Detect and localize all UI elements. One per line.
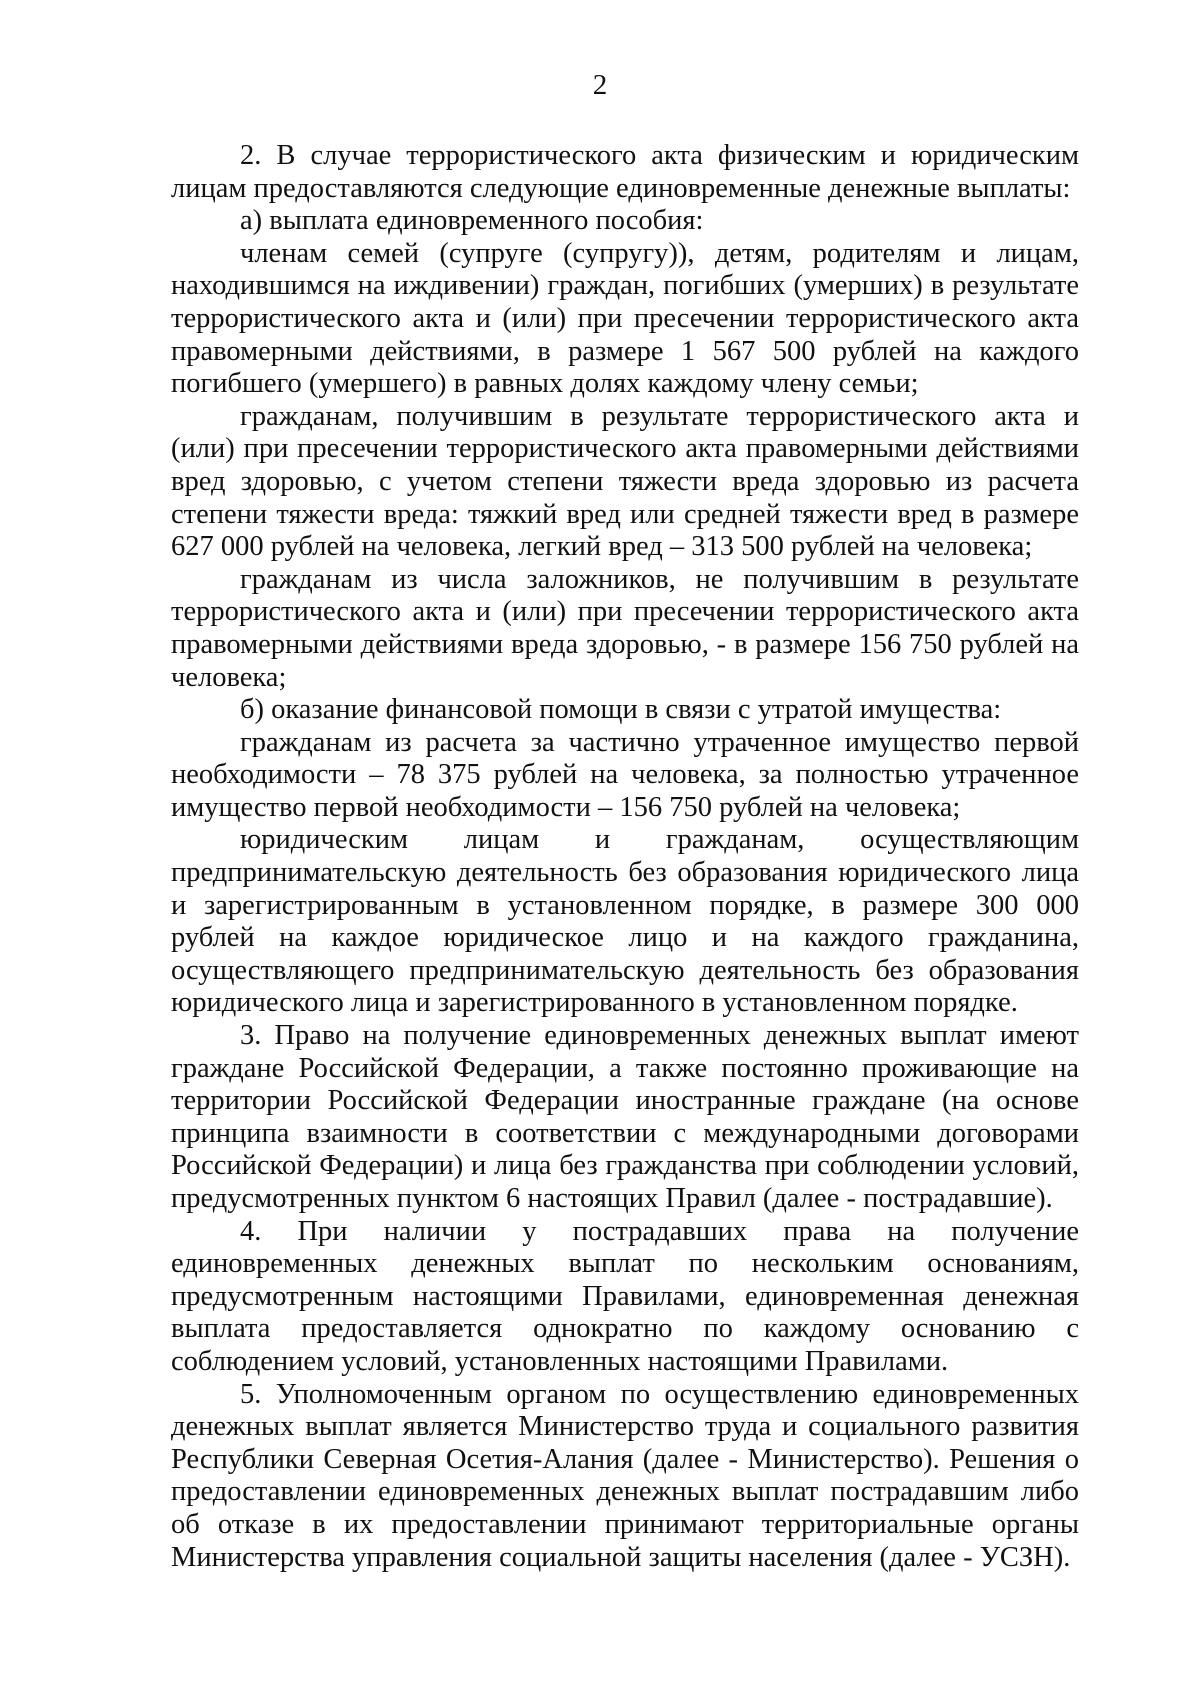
paragraph-clause-2: 2. В случае террористического акта физическим и юридическим лицам предоставляются следующие единовременные денежные выплаты: [171,140,1079,204]
paragraph-health-harm: гражданам, получившим в результате террористического акта и (или) при пресечении террористического акта правомерными действиями вред здоровью, с учетом степени тяжести вреда здоровью из расчета степени тяжести вреда: тяжкий вред или средней тяжести вред в размере 627 000 рублей на человека, легкий вред – 313 500 рублей на человека; [171,400,1079,563]
paragraph-subclause-b: б) оказание финансовой помощи в связи с утратой имущества: [240,694,1002,726]
paragraph-subclause-a: а) выплата единовременного пособия: [240,205,704,237]
page-number: 2 [592,69,608,101]
paragraph-property-loss: гражданам из расчета за частично утраченное имущество первой необходимости – 78 375 рублей на человека, за полностью утраченное имущество первой необходимости – 156 750 рублей на человека; [171,726,1079,823]
paragraph-clause-5: 5. Уполномоченным органом по осуществлению единовременных денежных выплат является Министерство труда и социального развития Республики Северная Осетия-Алания (далее - Министерство). Решения о предоставлении единовременных денежных выплат пострадавшим либо об отказе в их предоставлении принимают территориальные органы Министерства управления социальной защиты населения (далее - УСЗН). [171,1378,1079,1573]
paragraph-clause-4: 4. При наличии у пострадавших права на получение единовременных денежных выплат по нескольким основаниям, предусмотренным настоящими Правилами, единовременная денежная выплата предоставляется однократно по каждому основанию с соблюдением условий, установленных настоящими Правилами. [171,1215,1079,1377]
paragraph-legal-entities: юридическим лицам и гражданам, осуществляющим предпринимательскую деятельность без образования юридического лица и зарегистрированным в установленном порядке, в размере 300 000 рублей на каждое юридическое лицо и на каждого гражданина, осуществляющего предпринимательскую деятельность без образования юридического лица и зарегистрированного в установленном порядке. [171,824,1079,1019]
paragraph-family-members: членам семей (супруге (супругу)), детям, родителям и лицам, находившимся на иждивении) граждан, погибших (умерших) в результате террористического акта и (или) при пресечении террористического акта правомерными действиями, в размере 1 567 500 рублей на каждого погибшего (умершего) в равных долях каждому члену семьи; [171,237,1079,400]
document-body [171,140,1079,1574]
paragraph-clause-3: 3. Право на получение единовременных денежных выплат имеют граждане Российской Федерации, а также постоянно проживающие на территории Российской Федерации иностранные граждане (на основе принципа взаимности в соответствии с международными договорами Российской Федерации) и лица без гражданства при соблюдении условий, предусмотренных пунктом 6 настоящих Правил (далее - пострадавшие). [171,1020,1079,1214]
paragraph-hostages: гражданам из числа заложников, не получившим в результате террористического акта и (или) при пресечении террористического акта правомерными действиями вреда здоровью, - в размере 156 750 рублей на человека; [171,563,1079,693]
